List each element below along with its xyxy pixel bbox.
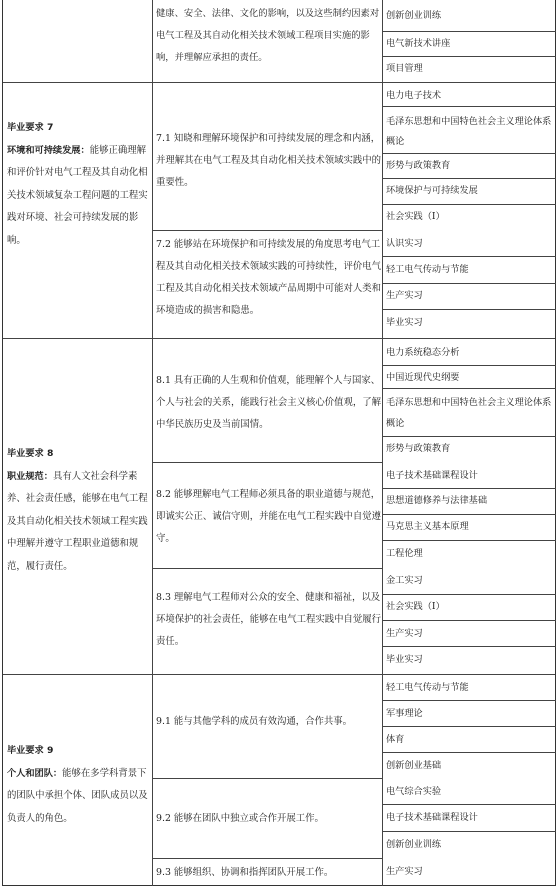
column-divider xyxy=(152,0,153,886)
course-item: 项目管理 xyxy=(386,63,423,74)
course-divider xyxy=(382,646,556,647)
course-item: 创新创业基础 xyxy=(386,760,442,771)
course-item: 电力系统稳态分析 xyxy=(386,347,460,358)
indicator-text: 7.2 能够站在环境保护和可持续发展的角度思考电气工程及其自动化相关技术领域实践的可持续性，评价电气工程及其自动化相关技术领域产品周期中可能对人类和环境造成的损害和隐患。 xyxy=(156,239,382,316)
requirement-title: 毕业要求 7 xyxy=(7,122,54,133)
course-item: 认识实习 xyxy=(386,238,423,249)
course-item: 中国近现代史纲要 xyxy=(386,372,460,383)
course-item: 马克思主义基本原理 xyxy=(386,521,469,532)
course-item: 军事理论 xyxy=(386,708,423,719)
course-divider xyxy=(382,388,556,389)
course-item: 电气综合实验 xyxy=(386,786,442,797)
indicator-text: 9.3 能够组织、协调和指挥团队开展工作。 xyxy=(156,867,334,878)
course-item: 毛泽东思想和中国特色社会主义理论体系概论 xyxy=(386,397,552,429)
indicator-text: 9.1 能与其他学科的成员有效沟通，合作共事。 xyxy=(156,716,353,727)
course-item: 体育 xyxy=(386,734,405,745)
indicator-divider xyxy=(152,778,382,779)
course-divider xyxy=(382,804,556,805)
course-divider xyxy=(382,178,556,179)
course-item: 毕业实习 xyxy=(386,317,423,328)
indicator-text: 8.2 能够理解电气工程师必须具备的职业道德与规范，即诚实公正、诚信守则，并能在电气工程实践中自觉遵守。 xyxy=(156,489,382,544)
course-divider xyxy=(382,831,556,832)
course-divider xyxy=(382,106,556,107)
course-item: 创新创业训练 xyxy=(386,839,442,850)
requirement-9 xyxy=(7,740,150,830)
course-divider xyxy=(382,540,556,541)
course-item: 电力电子技术 xyxy=(386,90,442,101)
requirements-table xyxy=(2,0,556,886)
course-divider xyxy=(382,700,556,701)
course-divider xyxy=(382,204,556,205)
indicator-divider xyxy=(152,568,382,569)
course-divider xyxy=(382,488,556,489)
course-item: 轻工电气传动与节能 xyxy=(386,682,469,693)
course-item: 金工实习 xyxy=(386,575,423,586)
indicator-divider xyxy=(152,462,382,463)
course-item: 毕业实习 xyxy=(386,654,423,665)
row-divider xyxy=(3,82,555,83)
course-item: 生产实习 xyxy=(386,290,423,301)
course-divider xyxy=(382,726,556,727)
requirement-7 xyxy=(7,117,150,252)
requirement-heading: 个人和团队： xyxy=(7,767,63,779)
column-divider xyxy=(382,0,383,886)
course-item: 社会实践（I） xyxy=(386,211,445,222)
course-item: 形势与政策教育 xyxy=(386,443,451,454)
requirement-title: 毕业要求 9 xyxy=(7,745,54,756)
course-item: 电子技术基础课程设计 xyxy=(386,470,478,481)
course-item: 社会实践（I） xyxy=(386,601,445,612)
course-divider xyxy=(382,309,556,310)
course-item: 生产实习 xyxy=(386,866,423,877)
course-item: 电子技术基础课程设计 xyxy=(386,812,478,823)
course-item: 创新创业训练 xyxy=(386,10,442,21)
course-item: 形势与政策教育 xyxy=(386,160,451,171)
row-divider xyxy=(3,338,555,339)
row-divider xyxy=(3,674,555,675)
course-item: 环境保护与可持续发展 xyxy=(386,185,478,196)
indicator-text: 8.1 具有正确的人生观和价值观，能理解个人与国家、个人与社会的关系，能践行社会主义核心价值观，了解中华民族历史及当前国情。 xyxy=(156,375,382,430)
course-divider xyxy=(382,283,556,284)
requirement-body: 能够在多学科背景下的团队中承担个体、团队成员以及负责人的角色。 xyxy=(7,767,148,824)
course-divider xyxy=(382,256,556,257)
indicator-text: 7.1 知晓和理解环境保护和可持续发展的理念和内涵，并理解其在电气工程及其自动化相关技术领域实践中的重要性。 xyxy=(156,133,382,188)
indicator-divider xyxy=(152,230,382,231)
course-divider xyxy=(382,752,556,753)
course-divider xyxy=(382,514,556,515)
indicator-divider xyxy=(152,858,382,859)
course-item: 工程伦理 xyxy=(386,548,423,559)
course-item: 思想道德修养与法律基础 xyxy=(386,495,488,506)
requirement-body: 具有人文社会科学素养、社会责任感，能够在电气工程及其自动化相关技术领域工程实践中理解并遵守工程职业道德和规范，履行责任。 xyxy=(7,470,148,572)
requirement-body: 能够正确理解和评价针对电气工程及其自动化相关技术领域复杂工程问题的工程实践对环境、社会可持续发展的影响。 xyxy=(7,144,148,246)
requirement-8 xyxy=(7,443,150,578)
requirement-heading: 职业规范： xyxy=(7,470,53,482)
indicator-text: 9.2 能够在团队中独立或合作开展工作。 xyxy=(156,813,324,824)
course-divider xyxy=(382,56,556,57)
course-divider xyxy=(382,436,556,437)
requirement-heading: 环境和可持续发展： xyxy=(7,144,90,156)
course-divider xyxy=(382,365,556,366)
course-item: 生产实习 xyxy=(386,628,423,639)
indicator-text: 8.3 理解电气工程师对公众的安全、健康和福祉，以及环境保护的社会责任，能够在电气工程实践中自觉履行责任。 xyxy=(156,592,382,647)
course-divider xyxy=(382,594,556,595)
course-divider xyxy=(382,31,556,32)
course-item: 轻工电气传动与节能 xyxy=(386,264,469,275)
course-divider xyxy=(382,620,556,621)
course-divider xyxy=(382,153,556,154)
course-item: 电气新技术讲座 xyxy=(386,38,451,49)
requirement-title: 毕业要求 8 xyxy=(7,448,54,459)
indicator-text: 健康、安全、法律、文化的影响，以及这些制约因素对电气工程及其自动化相关技术领域工程项目实施的影响，并理解应承担的责任。 xyxy=(156,8,380,63)
course-item: 毛泽东思想和中国特色社会主义理论体系概论 xyxy=(386,116,552,147)
